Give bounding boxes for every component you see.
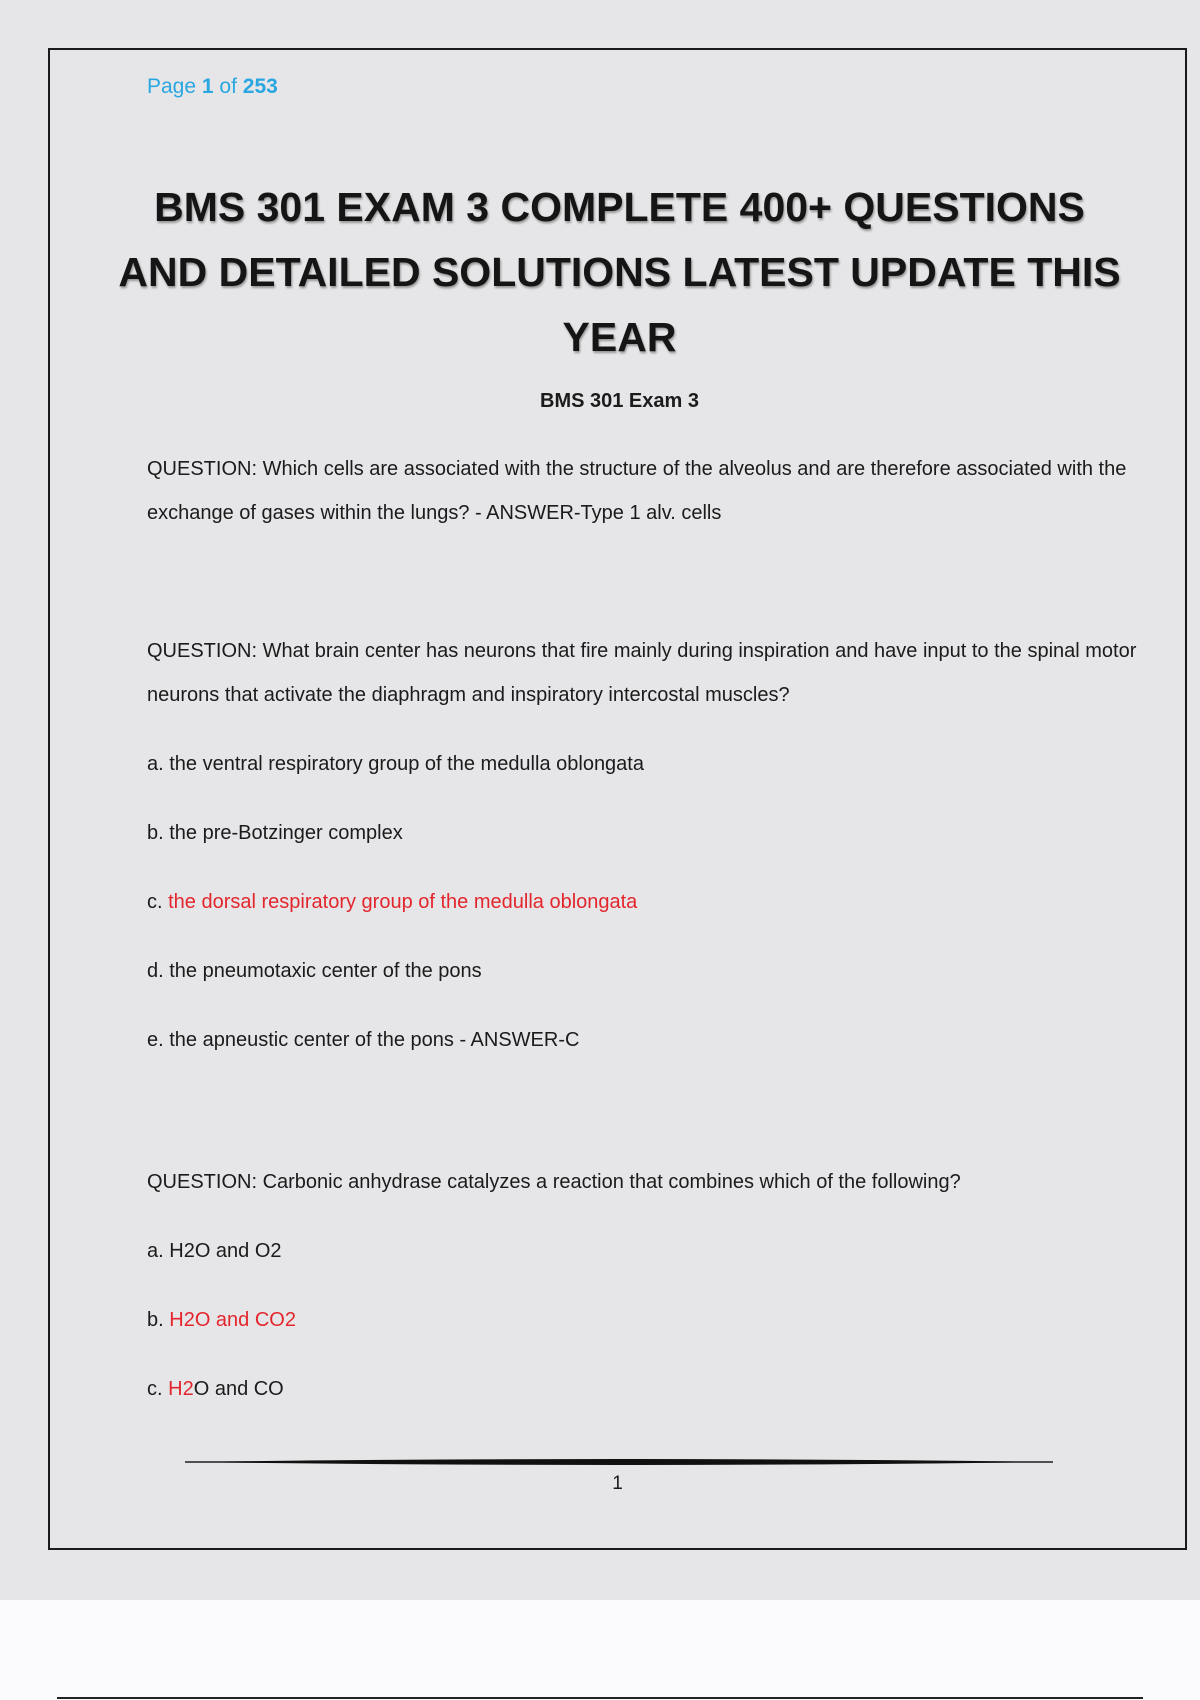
page-counter (147, 75, 278, 99)
page-counter-of: of (219, 75, 237, 98)
question-2-option-c (147, 880, 1137, 924)
option-label: e. (147, 1029, 164, 1051)
option-text-highlighted: the dorsal respiratory group of the medulla oblongata (168, 891, 638, 913)
option-label: c. (147, 1378, 163, 1400)
option-text: the pre-Botzinger complex (169, 822, 403, 844)
page-counter-prefix: Page (147, 75, 197, 98)
question-3-option-b (147, 1298, 1137, 1342)
next-page-rule (57, 1697, 1143, 1699)
question-2-option-e (147, 1018, 1137, 1062)
question-3-option-a (147, 1229, 1137, 1273)
question-2-option-a (147, 742, 1137, 786)
option-text-highlighted: H2O and CO2 (169, 1309, 296, 1331)
option-text: the ventral respiratory group of the medulla oblongata (169, 753, 644, 775)
option-text: H2O and O2 (169, 1240, 282, 1262)
option-label: a. (147, 1240, 164, 1262)
document-title: BMS 301 EXAM 3 COMPLETE 400+ QUESTIONS AND DETAILED SOLUTIONS LATEST UPDATE THIS YEAR (118, 184, 1121, 360)
option-text-highlighted: H2 (168, 1378, 194, 1400)
next-page-preview (0, 1600, 1200, 1700)
document-page (48, 48, 1187, 1550)
option-text: O and CO (193, 1378, 284, 1400)
option-label: c. (147, 891, 163, 913)
question-1-text: QUESTION: Which cells are associated with the structure of the alveolus and are therefore associated with the exchange of gases within the lungs? - ANSWER-Type 1 alv. cells (147, 458, 1127, 524)
option-text: the pneumotaxic center of the pons (169, 960, 482, 982)
page-counter-total: 253 (242, 75, 278, 98)
footer-divider (185, 1458, 1053, 1466)
page-number: 1 (612, 1473, 623, 1494)
option-label: b. (147, 822, 164, 844)
document-body (147, 447, 1137, 1411)
question-3-option-c (147, 1367, 1137, 1411)
document-subtitle: BMS 301 Exam 3 (540, 390, 699, 412)
option-text: the apneustic center of the pons - ANSWER-C (169, 1029, 580, 1051)
page-counter-current: 1 (201, 75, 214, 98)
option-label: b. (147, 1309, 164, 1331)
option-label: d. (147, 960, 164, 982)
question-2-option-b (147, 811, 1137, 855)
question-3-text: QUESTION: Carbonic anhydrase catalyzes a reaction that combines which of the following? (147, 1171, 961, 1193)
question-2-option-d (147, 949, 1137, 993)
question-2-text: QUESTION: What brain center has neurons that fire mainly during inspiration and have input to the spinal motor neurons that activate the diaphragm and inspiratory intercostal muscles? (147, 640, 1137, 706)
option-label: a. (147, 753, 164, 775)
